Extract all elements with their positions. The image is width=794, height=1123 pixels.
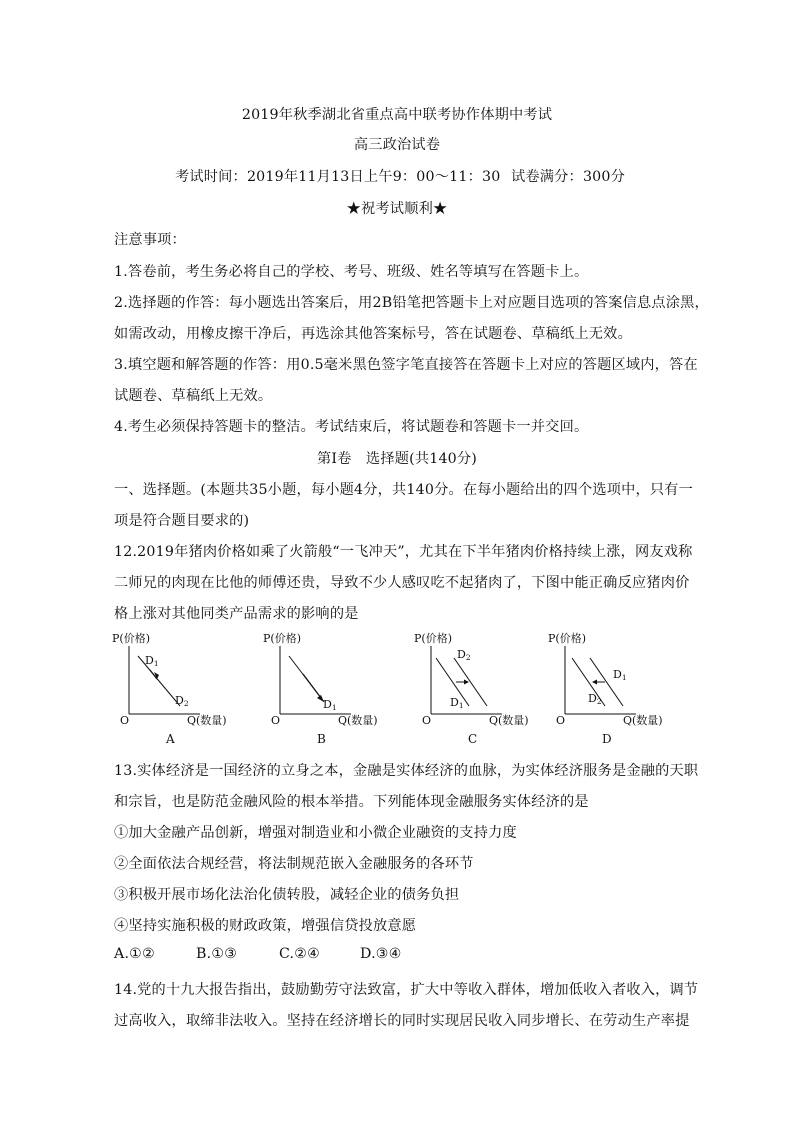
graph-d-svg (548, 628, 688, 746)
notice-heading: 注意事项： (114, 232, 186, 248)
origin-label: O (556, 714, 566, 727)
exam-time: 考试时间：2019年11月13日上午9：00～11：30 (175, 169, 501, 185)
price-axis-label: P(价格) (112, 632, 150, 645)
curve-label-subscript: 2 (183, 699, 189, 708)
quantity-axis-label: Q(数量) (623, 714, 663, 727)
right-arrow-icon (464, 680, 469, 685)
section-title: 第Ⅰ卷 选择题(共140分) (316, 451, 478, 467)
quantity-axis-label: Q(数量) (187, 714, 227, 727)
origin-label: O (120, 714, 130, 727)
curve-label-d2: D2 (175, 694, 189, 708)
exam-subtitle: 高三政治试卷 (353, 137, 441, 153)
price-axis-label: P(价格) (263, 632, 301, 645)
curve-label-d1: D1 (613, 668, 627, 682)
notice-item: 如需改动，用橡皮擦干净后，再选涂其他答案标号，答在试题卷、草稿纸上无效。 (114, 326, 632, 342)
full-score: 试卷满分：300分 (511, 169, 626, 185)
graph-caption: D (602, 732, 612, 746)
question-text: 二师兄的肉现在比他的师傅还贵，导致不少人感叹吃不起猪肉了，下图中能正确反应猪肉价 (114, 575, 690, 591)
notice-item: 4.考生必须保持答题卡的整洁。考试结束后，将试题卷和答题卡一并交回。 (114, 419, 589, 435)
curve-label-d2: D2 (588, 692, 602, 706)
graph-caption: A (166, 732, 175, 746)
quantity-axis-label: Q(数量) (338, 714, 378, 727)
notice-item: 3.填空题和解答题的作答：用0.5毫米黑色签字笔直接答在答题卡上对应的答题区域内，答在 (114, 357, 698, 373)
curve-label-d2: D2 (457, 648, 471, 662)
demand-graph-d (548, 628, 688, 746)
statement-option: ③积极开展市场化法治化债转股，减轻企业的债务负担 (114, 887, 460, 903)
exam-title: 2019年秋季湖北省重点高中联考协作体期中考试 (241, 107, 553, 123)
question-text: 14.党的十九大报告指出，鼓励勤劳守法致富，扩大中等收入群体，增加低收入者收入，调节 (114, 982, 699, 998)
question-text: 和宗旨，也是防范金融风险的根本举措。下列能体现金融服务实体经济的是 (114, 794, 589, 810)
curve-label-subscript: 2 (596, 697, 602, 706)
statement-option: ②全面依法合规经营，将法制规范嵌入金融服务的各环节 (114, 856, 474, 872)
graph-caption: B (317, 732, 326, 746)
question-text: 过高收入，取缔非法收入。坚持在经济增长的同时实现居民收入同步增长、在劳动生产率提 (114, 1013, 690, 1029)
answer-choice: C.②④ (279, 946, 321, 962)
graph-b-svg (263, 628, 403, 746)
curve-label-d1: D1 (450, 696, 464, 710)
price-axis-label: P(价格) (414, 632, 452, 645)
answer-choice: B.①③ (196, 946, 238, 962)
curve-label-subscript: 2 (465, 653, 471, 662)
curve-label-subscript: 1 (331, 703, 337, 712)
graph-c-svg (414, 628, 554, 746)
answer-choice: D.③④ (360, 946, 402, 962)
notice-item: 1.答卷前，考生务必将自己的学校、考号、班级、姓名等填写在答题卡上。 (114, 264, 589, 280)
question-text: 12.2019年猪肉价格如乘了火箭般“一飞冲天”，尤其在下半年猪肉价格持续上涨，网友戏称 (114, 544, 693, 560)
statement-option: ①加大金融产品创新，增强对制造业和小微企业融资的支持力度 (114, 825, 517, 841)
curve-label-d1: D1 (323, 698, 337, 712)
statement-option: ④坚持实施积极的财政政策，增强信贷投放意愿 (114, 918, 417, 934)
curve-label-subscript: 1 (621, 673, 627, 682)
exam-wish: ★祝考试顺利★ (346, 201, 448, 217)
notice-item: 2.选择题的作答：每小题选出答案后，用2B铅笔把答题卡上对应题目选项的答案信息点涂黑， (114, 295, 709, 311)
question-text: 13.实体经济是一国经济的立身之本，金融是实体经济的血脉，为实体经济服务是金融的天职 (114, 763, 699, 779)
curve-label-subscript: 1 (153, 659, 159, 668)
demand-graph-b (263, 628, 403, 746)
notice-item: 试题卷、草稿纸上无效。 (114, 388, 273, 404)
graph-a-svg (112, 628, 252, 746)
origin-label: O (271, 714, 281, 727)
demand-graph-a (112, 628, 252, 746)
question-text: 格上涨对其他同类产品需求的影响的是 (114, 606, 359, 622)
answer-choice: A.①② (114, 946, 155, 962)
section-intro: 一、选择题。(本题共35小题，每小题4分，共140分。在每小题给出的四个选项中，只有一 (114, 482, 694, 498)
curve-label-subscript: 1 (458, 701, 464, 710)
left-arrow-icon (592, 680, 597, 685)
curve-label-d1: D1 (145, 654, 159, 668)
section-intro: 项是符合题目要求的) (114, 513, 250, 529)
origin-label: O (422, 714, 432, 727)
arrow-shaft (303, 674, 321, 698)
price-axis-label: P(价格) (548, 632, 586, 645)
quantity-axis-label: Q(数量) (489, 714, 529, 727)
demand-graph-c (414, 628, 554, 746)
graph-caption: C (468, 732, 478, 746)
